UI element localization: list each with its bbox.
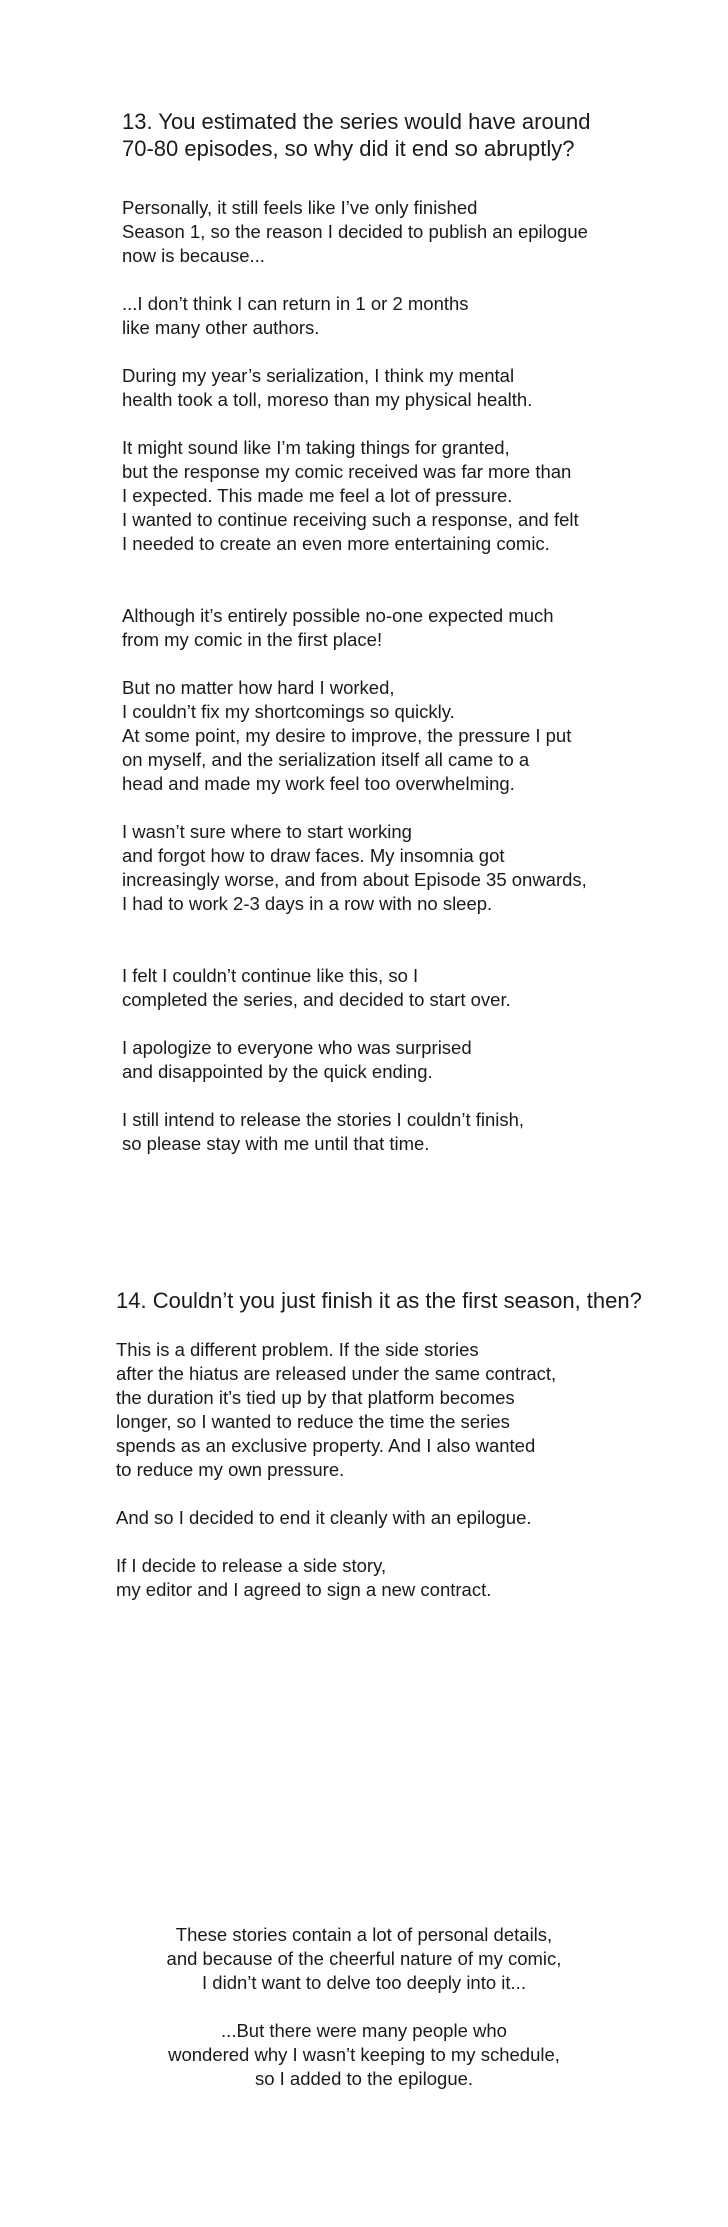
question-14: 14. Couldn’t you just finish it as the first season, then? bbox=[116, 1288, 642, 1313]
paragraph: I felt I couldn’t continue like this, so I completed the series, and decided to start over. bbox=[122, 965, 511, 1010]
paragraph: ...I don’t think I can return in 1 or 2 months like many other authors. bbox=[122, 293, 469, 338]
paragraph: I apologize to everyone who was surprised and disappointed by the quick ending. bbox=[122, 1037, 472, 1082]
paragraph: During my year’s serialization, I think my mental health took a toll, moreso than my physical health. bbox=[122, 365, 533, 410]
paragraph: This is a different problem. If the side stories after the hiatus are released under the same contract, the duration it’s tied up by that platform becomes longer, so I wanted to reduce the time the series spends as an exclusive property. And I also wanted to reduce my own pressure. bbox=[116, 1339, 557, 1480]
paragraph: Although it’s entirely possible no-one expected much from my comic in the first place! bbox=[122, 605, 554, 650]
closing-note bbox=[0, 1923, 728, 2091]
section-14 bbox=[116, 1287, 696, 1602]
paragraph: These stories contain a lot of personal details, and because of the cheerful nature of my comic, I didn’t want to delve too deeply into it... bbox=[166, 1924, 562, 1993]
paragraph: If I decide to release a side story, my editor and I agreed to sign a new contract. bbox=[116, 1555, 492, 1600]
paragraph: But no matter how hard I worked, I couldn’t fix my shortcomings so quickly. At some point, my desire to improve, the pressure I put on myself, and the serialization itself all came to a head and made my work feel too overwhelming. bbox=[122, 677, 572, 794]
section-13 bbox=[122, 108, 682, 1156]
question-13: 13. You estimated the series would have around 70-80 episodes, so why did it end so abruptly? bbox=[122, 109, 591, 161]
paragraph: And so I decided to end it cleanly with an epilogue. bbox=[116, 1507, 532, 1528]
paragraph: I still intend to release the stories I couldn’t finish, so please stay with me until that time. bbox=[122, 1109, 525, 1154]
paragraph: It might sound like I’m taking things for granted, but the response my comic received was far more than I expected. This made me feel a lot of pressure. I wanted to continue receiving such a response, and felt I needed to create an even more entertaining comic. bbox=[122, 437, 579, 554]
paragraph: ...But there were many people who wondered why I wasn’t keeping to my schedule, so I added to the epilogue. bbox=[168, 2020, 560, 2089]
paragraph: Personally, it still feels like I’ve only finished Season 1, so the reason I decided to publish an epilogue now is because... bbox=[122, 197, 588, 266]
paragraph: I wasn’t sure where to start working and forgot how to draw faces. My insomnia got increasingly worse, and from about Episode 35 onwards, I had to work 2-3 days in a row with no sleep. bbox=[122, 821, 587, 914]
